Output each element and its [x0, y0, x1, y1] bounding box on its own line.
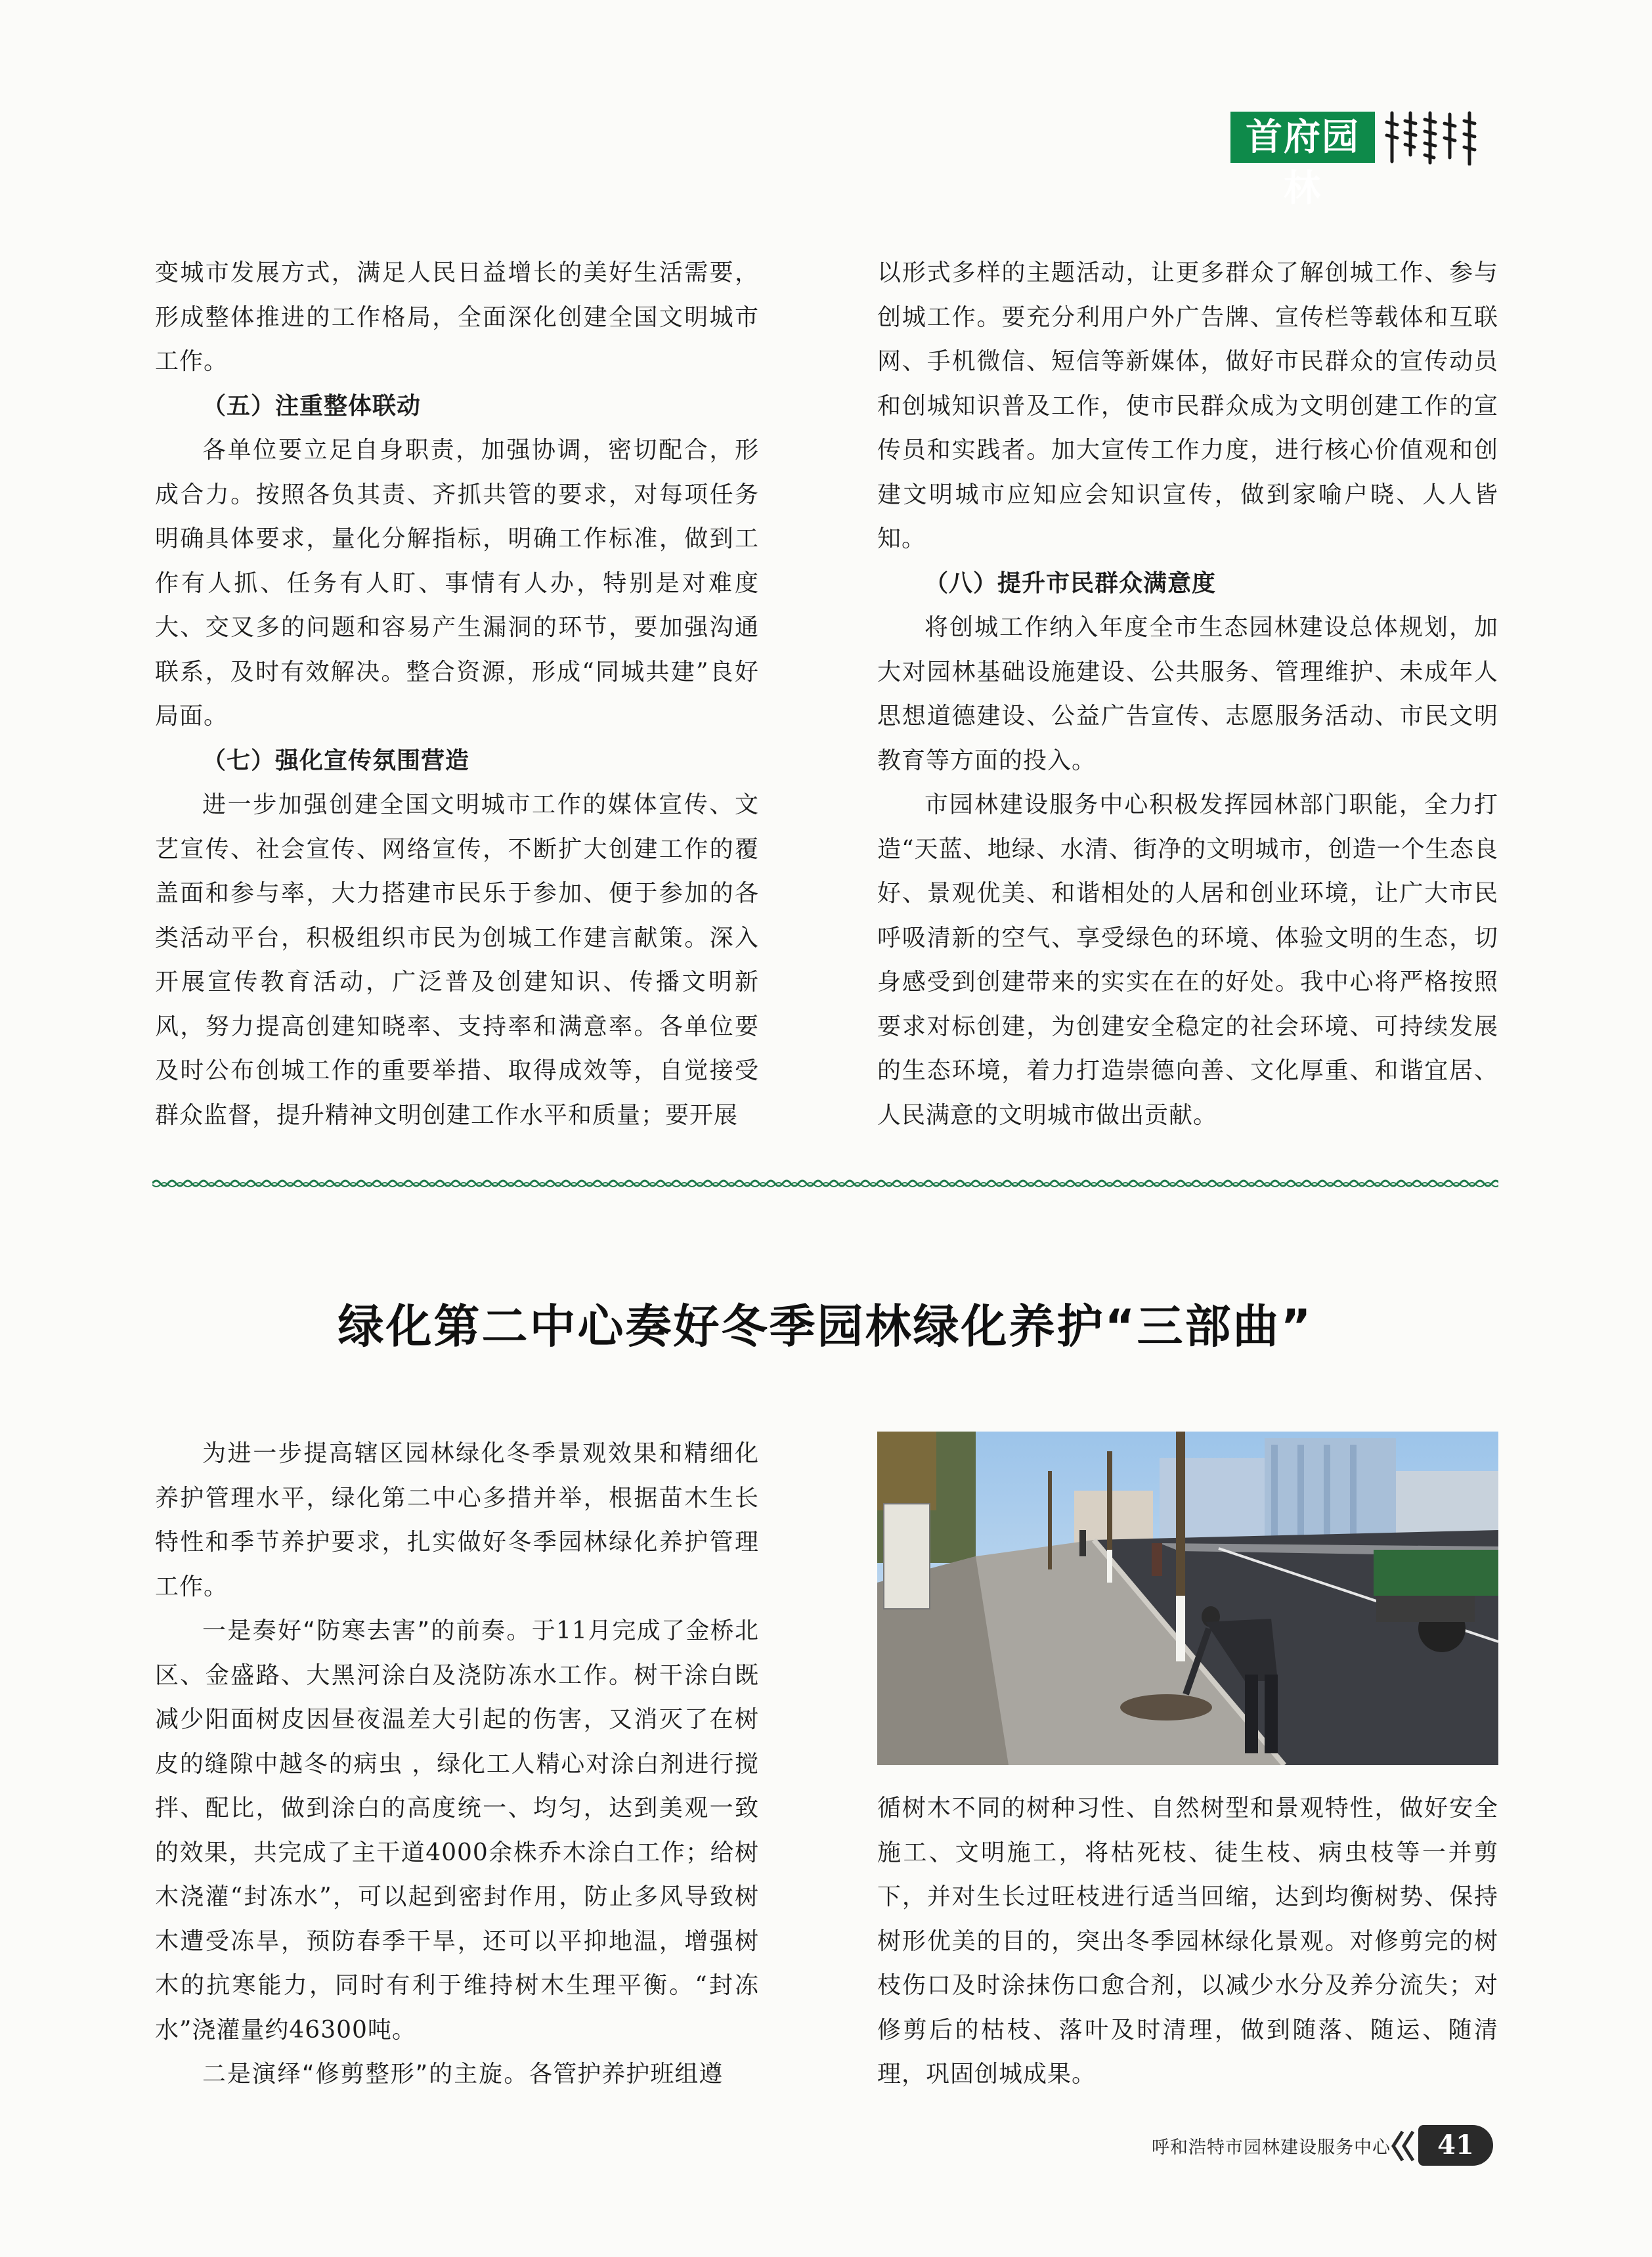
footer-org-name: 呼和浩特市园林建设服务中心 [1152, 2137, 1391, 2158]
top-right-column [877, 251, 1498, 1137]
section-heading-eight: （八）提升市民群众满意度 [924, 569, 1217, 597]
page-footer [1051, 2122, 1497, 2175]
section-one-lead: 一是奏好“防寒去害”的前奏。 [202, 1617, 532, 1644]
paragraph: 各单位要立足自身职责，加强协调，密切配合，形成合力。按照各负其责、齐抓共管的要求，对每项任务明确具体要求，量化分解指标，明确工作标准，做到工作有人抓、任务有人盯、事情有人办，特别是对难度大、交叉多的问题和容易产生漏洞的环节，要加强沟通联系，及时有效解决。整合资源，形成“同城共建”良好局面。 [155, 437, 759, 730]
street-tree-pruning-photo [877, 1432, 1498, 1765]
top-left-column [155, 251, 759, 1137]
paragraph: 进一步加强创建全国文明城市工作的媒体宣传、文艺宣传、社会宣传、网络宣传，不断扩大创建工作的覆盖面和参与率，大力搭建市民乐于参加、便于参加的各类活动平台，积极组织市民为创城工作建言献策。深入开展宣传教育活动，广泛普及创建知识、传播文明新风，努力提高创建知晓率、支持率和满意率。各单位要及时公布创城工作的重要举措、取得成效等，自觉接受群众监督，提升精神文明创建工作水平和质量；要开展 [155, 791, 759, 1129]
section-two-lead: 二是演绎“修剪整形”的主旋。 [202, 2061, 529, 2088]
article-title: 绿化第二中心奏好冬季园林绿化养护“三部曲” [337, 1300, 1313, 1353]
paragraph-continuation: 变城市发展方式，满足人民日益增长的美好生活需要，形成整体推进的工作格局，全面深化创建全国文明城市工作。 [155, 259, 759, 375]
section-heading-seven: （七）强化宣传氛围营造 [202, 746, 470, 774]
paragraph-continuation: 以形式多样的主题活动，让更多群众了解创城工作、参与创城工作。要充分利用户外广告牌、宣传栏等载体和互联网、手机微信、短信等新媒体，做好市民群众的宣传动员和创城知识普及工作，使市民群众成为文明创建工作的宣传员和实践者。加大宣传工作力度，进行核心价值观和创建文明城市应知应会知识宣传，做到家喻户晓、人人皆知。 [877, 259, 1498, 552]
article-intro: 为进一步提高辖区园林绿化冬季景观效果和精细化养护管理水平，绿化第二中心多措并举，根据苗木生长特性和季节养护要求，扎实做好冬季园林绿化养护管理工作。 [155, 1440, 759, 1600]
article-section-two [155, 2052, 759, 2097]
paragraph: 将创城工作纳入年度全市生态园林建设总体规划，加大对园林基础设施建设、公共服务、管理维护、未成年人思想道德建设、公益广告宣传、志愿服务活动、市民文明教育等方面的投入。 [877, 614, 1498, 774]
paragraph-continuation: 循树木不同的树种习性、自然树型和景观特性，做好安全施工、文明施工，将枯死枝、徒生枝、病虫枝等一并剪下，并对生长过旺枝进行适当回缩，达到均衡树势、保持树形优美的目的，突出冬季园林绿化景观。对修剪完的树枝伤口及时涂抹伤口愈合剂，以减少水分及养分流失；对修剪后的枯枝、落叶及时清理，做到随落、随运、随清理，巩固创城成果。 [877, 1795, 1498, 2088]
page-number: 41 [1418, 2125, 1493, 2166]
mongolian-script-icon [1384, 109, 1489, 165]
article-section-one [155, 1609, 759, 2052]
paragraph: 市园林建设服务中心积极发挥园林部门职能，全力打造“天蓝、地绿、水清、街净的文明城市，创造一个生态良好、景观优美、和谐相处的人居和创业环境，让广大市民呼吸清新的空气、享受绿色的环境、体验文明的生态，切身感受到创建带来的实实在在的好处。我中心将严格按照要求对标创建，为创建安全稳定的社会环境、可持续发展的生态环境，着力打造崇德向善、文化厚重、和谐宜居、人民满意的文明城市做出贡献。 [877, 791, 1498, 1129]
double-chevron-icon [1391, 2128, 1417, 2164]
wavy-divider [152, 1175, 1498, 1191]
magazine-logo: 首府园林 [1230, 112, 1375, 163]
section-one-body: 于11月完成了金桥北区、金盛路、大黑河涂白及浇防冻水工作。树干涂白既减少阳面树皮因昼夜温差大引起的伤害，又消灭了在树皮的缝隙中越冬的病虫 ，绿化工人精心对涂白剂进行搅拌、配比，做到涂白的高度统一、均匀，达到美观一致的效果，共完成了主干道4000余株乔木涂白工作；给树木浇灌“封冻水”，可以起到密封作用，防止多风导致树木遭受冻旱，预防春季干旱，还可以平抑地温，增强树木的抗寒能力，同时有利于维持树木生理平衡。“封冻水”浇灌量约46300吨。 [155, 1617, 759, 2044]
section-heading-five: （五）注重整体联动 [202, 391, 422, 420]
section-two-body: 各管护养护班组遵 [529, 2061, 724, 2088]
article-right-column [877, 1786, 1498, 2097]
article-left-column [155, 1432, 759, 2097]
